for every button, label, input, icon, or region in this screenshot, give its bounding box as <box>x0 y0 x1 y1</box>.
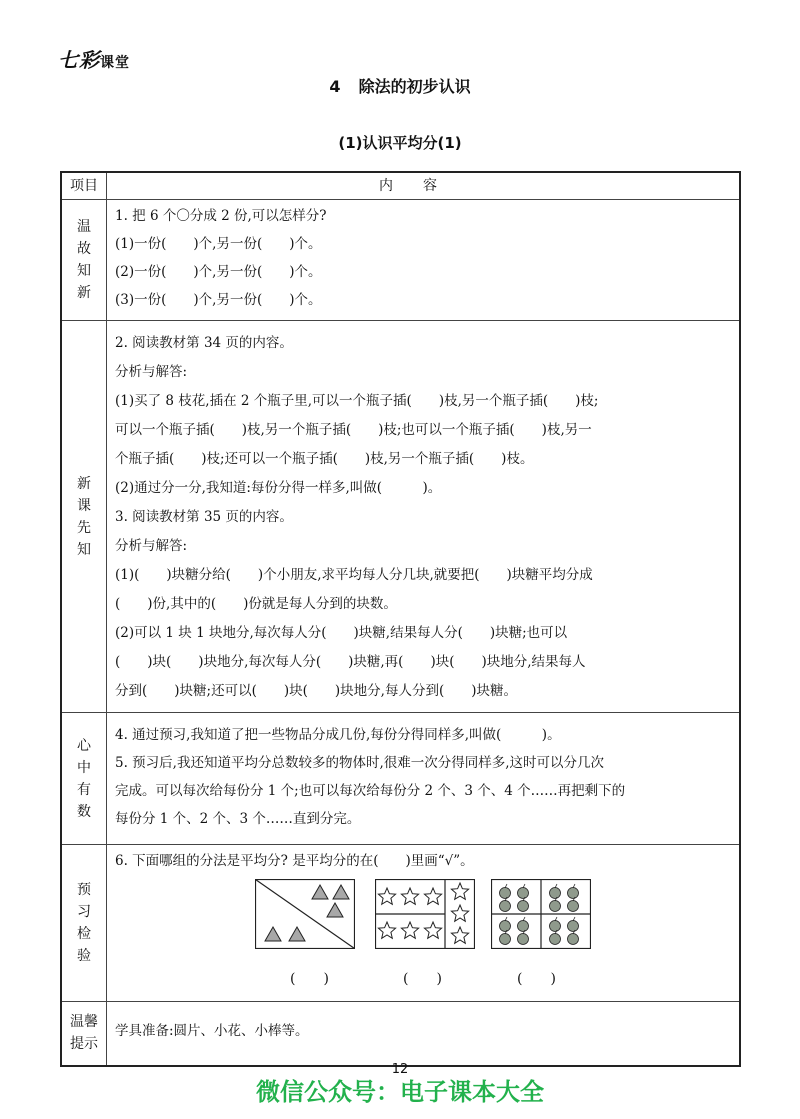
brand-text: 七彩 <box>58 48 100 72</box>
question-line: 5. 预习后,我还知道平均分总数较多的物体时,很难一次分得同样多,这时可以分几次 <box>115 755 605 771</box>
worksheet-table <box>60 171 741 1067</box>
apple-icon <box>568 901 579 912</box>
apple-icon <box>500 901 511 912</box>
question-line: (2)可以 1 块 1 块地分,每次每人分( )块糖,结果每人分( )块糖;也可以 <box>115 625 568 641</box>
column-header-content: 内容 <box>107 172 741 200</box>
question-line: 4. 通过预习,我知道了把一些物品分成几份,每份分得同样多,叫做( )。 <box>115 727 561 743</box>
apple-icon <box>500 921 511 932</box>
apple-icon <box>550 934 561 945</box>
table-row <box>61 1002 740 1066</box>
apple-icon <box>518 901 529 912</box>
question-line: (3)一份( )个,另一份( )个。 <box>115 292 322 308</box>
chapter-heading <box>0 74 800 97</box>
row-content <box>107 200 741 321</box>
star-group <box>375 879 475 949</box>
star-icon <box>401 888 418 904</box>
star-icon <box>378 922 395 938</box>
table-row <box>61 845 740 1002</box>
row-label-text: 温故知新 <box>77 219 91 301</box>
question-line: 分析与解答: <box>115 364 188 380</box>
apple-icon <box>500 934 511 945</box>
apple-icon <box>568 921 579 932</box>
question-line: ( )份,其中的( )份就是每人分到的块数。 <box>115 596 397 612</box>
star-icon <box>378 883 468 943</box>
apple-icon <box>518 921 529 932</box>
star-icon <box>451 905 468 921</box>
row-content <box>107 1002 741 1066</box>
question-line: (1)买了 8 枝花,插在 2 个瓶子里,可以一个瓶子插( )枝,另一个瓶子插( )枝; <box>115 393 599 409</box>
question-line: (2)通过分一分,我知道:每份分得一样多,叫做( )。 <box>115 480 442 496</box>
row-label <box>61 321 107 713</box>
apple-icon <box>568 888 579 899</box>
apple-icon <box>550 888 561 899</box>
question-line: 2. 阅读教材第 34 页的内容。 <box>115 335 293 351</box>
row-label <box>61 713 107 845</box>
star-icon <box>451 927 468 943</box>
apple-icon <box>550 921 561 932</box>
apple-icon <box>518 934 529 945</box>
row-label-text: 新课先知 <box>77 475 91 558</box>
triangle-icon <box>265 885 349 941</box>
picture-groups <box>115 875 731 995</box>
question-line: 6. 下面哪组的分法是平均分? 是平均分的在( )里画“√”。 <box>115 853 474 869</box>
row-label <box>61 845 107 1002</box>
question-line: (1)( )块糖分给( )个小朋友,求平均每人分几块,就要把( )块糖平均分成 <box>115 567 593 583</box>
chapter-number: 4 <box>329 77 341 96</box>
row-content <box>107 713 741 845</box>
chapter-title: 除法的初步认识 <box>358 77 471 96</box>
row-label-text: 温馨提示 <box>70 1014 98 1053</box>
star-icon <box>401 922 418 938</box>
question-line: (2)一份( )个,另一份( )个。 <box>115 264 322 280</box>
question-line: 3. 阅读教材第 35 页的内容。 <box>115 509 293 525</box>
row-label-text: 心中有数 <box>77 737 91 820</box>
row-label-text: 预习检验 <box>77 882 91 964</box>
row-content <box>107 321 741 713</box>
brand-subtext: 课堂 <box>100 55 130 71</box>
triangle-group <box>255 879 355 949</box>
question-line: 分到( )块糖;还可以( )块( )块地分,每人分到( )块糖。 <box>115 683 517 699</box>
answer-paren-2[interactable]: ( ) <box>403 971 442 987</box>
question-line: (1)一份( )个,另一份( )个。 <box>115 236 322 252</box>
apple-icon <box>550 901 561 912</box>
star-icon <box>451 883 468 899</box>
question-line: 个瓶子插( )枝;还可以一个瓶子插( )枝,另一个瓶子插( )枝。 <box>115 451 534 467</box>
footer-watermark: 微信公众号：电子课本大全 <box>256 1078 544 1106</box>
tip-line: 学具准备:圆片、小花、小棒等。 <box>115 1023 309 1040</box>
star-icon <box>378 888 395 904</box>
section-title: (1)认识平均分(1) <box>338 134 462 152</box>
row-content <box>107 845 741 1002</box>
row-label <box>61 1002 107 1066</box>
table-header-row <box>61 172 740 200</box>
page-number: 12 <box>391 1062 409 1077</box>
answer-paren-1[interactable]: ( ) <box>290 971 329 987</box>
column-header-item: 项目 <box>61 172 107 200</box>
question-line: 可以一个瓶子插( )枝,另一个瓶子插( )枝;也可以一个瓶子插( )枝,另一 <box>115 422 592 438</box>
apple-group <box>491 879 591 949</box>
apple-icon <box>500 888 511 899</box>
star-icon <box>424 888 441 904</box>
question-line: 每份分 1 个、2 个、3 个……直到分完。 <box>115 811 361 827</box>
apple-icon <box>568 934 579 945</box>
star-icon <box>424 922 441 938</box>
table-row <box>61 200 740 321</box>
row-label <box>61 200 107 321</box>
table-row <box>61 713 740 845</box>
apple-icon <box>518 888 529 899</box>
answer-paren-3[interactable]: ( ) <box>517 971 556 987</box>
question-line: 分析与解答: <box>115 538 188 554</box>
table-row <box>61 321 740 713</box>
question-line: 1. 把 6 个〇分成 2 份,可以怎样分? <box>115 208 327 224</box>
question-line: 完成。可以每次给每份分 1 个;也可以每次给每份分 2 个、3 个、4 个……再把剩下的 <box>115 783 626 799</box>
brand-logo <box>58 44 130 73</box>
question-line: ( )块( )块地分,每次每人分( )块糖,再( )块( )块地分,结果每人 <box>115 654 586 670</box>
